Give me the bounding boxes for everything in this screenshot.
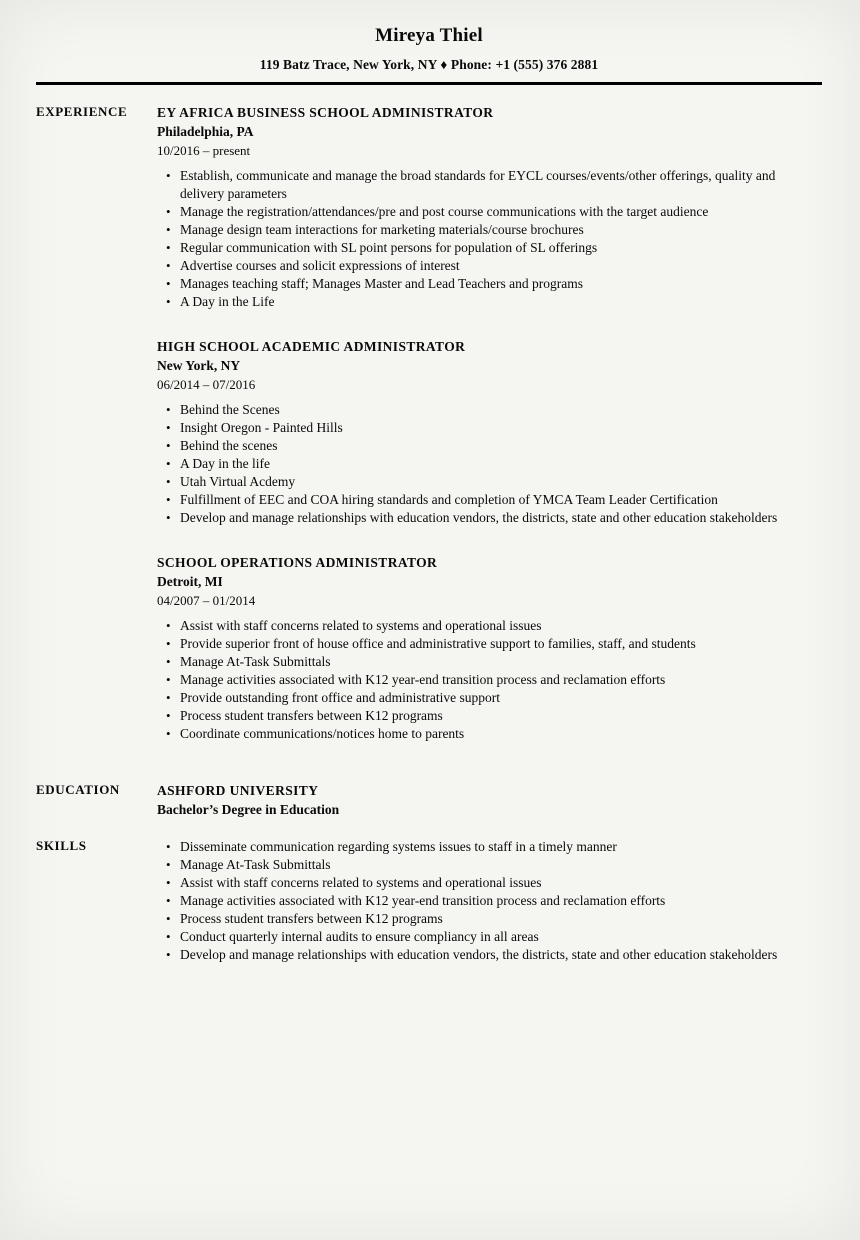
job-title: HIGH SCHOOL ACADEMIC ADMINISTRATOR [157,339,466,354]
job-dates: 10/2016 – present [157,143,251,158]
education-degree: Bachelor’s Degree in Education [157,802,340,817]
skills-label: SKILLS [36,838,87,853]
bullet-item: • Manage At-Task Submittals [157,653,796,671]
bullet-list [157,167,796,311]
job-location: New York, NY [157,358,241,373]
candidate-name: Mireya Thiel [375,25,483,46]
bullet-item: • Develop and manage relationships with education vendors, the districts, state and other education stakeholders [157,946,796,964]
bullet-item: • Disseminate communication regarding systems issues to staff in a timely manner [157,838,796,856]
job-location: Detroit, MI [157,574,223,589]
bullet-item: • Manage activities associated with K12 year-end transition process and reclamation efforts [157,671,796,689]
job-entry [157,337,796,527]
bullet-item: • A Day in the Life [157,293,796,311]
job-title: EY AFRICA BUSINESS SCHOOL ADMINISTRATOR [157,105,494,120]
contact-line: 119 Batz Trace, New York, NY ♦ Phone: +1 (555) 376 2881 [259,57,599,72]
education-school: ASHFORD UNIVERSITY [157,783,319,798]
education-content [157,781,822,819]
job-title: SCHOOL OPERATIONS ADMINISTRATOR [157,555,438,570]
section-experience [36,103,822,743]
bullet-item: • Provide outstanding front office and administrative support [157,689,796,707]
job-entry [157,103,796,311]
bullet-item: • Manages teaching staff; Manages Master and Lead Teachers and programs [157,275,796,293]
bullet-item: • Provide superior front of house office and administrative support to families, staff, and students [157,635,796,653]
bullet-item: • Manage the registration/attendances/pre and post course communications with the target audience [157,203,796,221]
bullet-item: • Conduct quarterly internal audits to ensure compliancy in all areas [157,928,796,946]
bullet-item: • Behind the Scenes [157,401,796,419]
bullet-item: • Establish, communicate and manage the broad standards for EYCL courses/events/other offerings, quality and delivery parameters [157,167,796,203]
bullet-item: • Fulfillment of EEC and COA hiring standards and completion of YMCA Team Leader Certification [157,491,796,509]
job-entry [157,553,796,743]
bullet-item: • Advertise courses and solicit expressions of interest [157,257,796,275]
bullet-item: • Regular communication with SL point persons for population of SL offerings [157,239,796,257]
bullet-item: • Develop and manage relationships with education vendors, the districts, state and other education stakeholders [157,509,796,527]
bullet-item: • Behind the scenes [157,437,796,455]
job-location: Philadelphia, PA [157,124,254,139]
section-education [36,781,822,819]
bullet-item: • Insight Oregon - Painted Hills [157,419,796,437]
education-label: EDUCATION [36,782,120,797]
bullet-item: • Coordinate communications/notices home to parents [157,725,796,743]
bullet-list [157,617,796,743]
bullet-item: • Manage At-Task Submittals [157,856,796,874]
bullet-item: • A Day in the life [157,455,796,473]
bullet-item: • Utah Virtual Acdemy [157,473,796,491]
section-skills [36,837,822,964]
skills-content [157,837,822,964]
header-divider [36,82,822,85]
bullet-list [157,838,796,964]
bullet-list [157,401,796,527]
bullet-item: • Process student transfers between K12 programs [157,707,796,725]
experience-label: EXPERIENCE [36,104,128,119]
resume-header [36,25,822,85]
bullet-item: • Process student transfers between K12 programs [157,910,796,928]
bullet-item: • Assist with staff concerns related to systems and operational issues [157,874,796,892]
experience-content [157,103,822,743]
job-dates: 04/2007 – 01/2014 [157,593,256,608]
bullet-item: • Manage design team interactions for marketing materials/course brochures [157,221,796,239]
bullet-item: • Manage activities associated with K12 year-end transition process and reclamation efforts [157,892,796,910]
bullet-item: • Assist with staff concerns related to systems and operational issues [157,617,796,635]
job-dates: 06/2014 – 07/2016 [157,377,256,392]
